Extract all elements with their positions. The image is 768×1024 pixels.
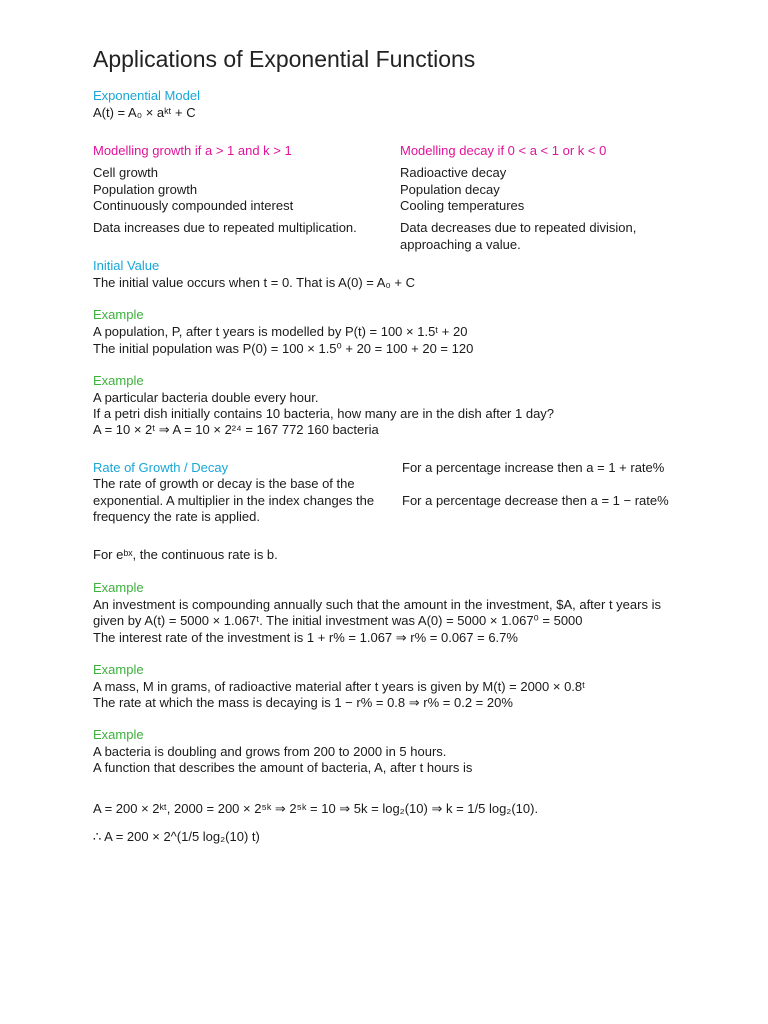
example5-result: ∴ A = 200 × 2^(1/5 log₂(10) t) xyxy=(93,829,260,844)
rate-text: frequency the rate is applied. xyxy=(93,509,260,524)
decay-heading: Modelling decay if 0 < a < 1 or k < 0 xyxy=(400,143,607,158)
example2-line: If a petri dish initially contains 10 bacteria, how many are in the dish after 1 day? xyxy=(93,406,555,421)
initial-value-text: The initial value occurs when t = 0. That is A(0) = A₀ + C xyxy=(93,275,416,290)
example-heading: Example xyxy=(93,307,144,322)
example1-line: The initial population was P(0) = 100 × 1.5⁰ + 20 = 100 + 20 = 120 xyxy=(93,341,474,356)
rate-text: exponential. A multiplier in the index changes the xyxy=(93,493,375,508)
initial-value-heading: Initial Value xyxy=(93,258,160,273)
growth-item: Cell growth xyxy=(93,165,159,180)
rate-increase: For a percentage increase then a = 1 + rate% xyxy=(402,460,665,475)
rate-text: The rate of growth or decay is the base of the xyxy=(93,476,355,491)
example1-line: A population, P, after t years is modelled by P(t) = 100 × 1.5ᵗ + 20 xyxy=(93,324,468,339)
example5-line: A bacteria is doubling and grows from 200 to 2000 in 5 hours. xyxy=(93,744,447,759)
example3-line: The interest rate of the investment is 1 + r% = 1.067 ⇒ r% = 0.067 = 6.7% xyxy=(93,630,518,645)
example-heading: Example xyxy=(93,373,144,388)
example2-line: A = 10 × 2ᵗ ⇒ A = 10 × 2²⁴ = 167 772 160 bacteria xyxy=(93,422,379,437)
example-heading: Example xyxy=(93,727,144,742)
rate-heading: Rate of Growth / Decay xyxy=(93,460,229,475)
decay-item: Population decay xyxy=(400,182,500,197)
example2-line: A particular bacteria double every hour. xyxy=(93,390,319,405)
example3-line: given by A(t) = 5000 × 1.067ᵗ. The initial investment was A(0) = 5000 × 1.067⁰ = 5000 xyxy=(93,613,583,628)
example-heading: Example xyxy=(93,580,144,595)
decay-item: Cooling temperatures xyxy=(400,198,525,213)
example5-line: A function that describes the amount of bacteria, A, after t hours is xyxy=(93,760,473,775)
growth-heading: Modelling growth if a > 1 and k > 1 xyxy=(93,143,292,158)
exp-model-formula: A(t) = A₀ × aᵏᵗ + C xyxy=(93,105,196,120)
example4-line: A mass, M in grams, of radioactive material after t years is given by M(t) = 2000 × 0.8ᵗ xyxy=(93,679,586,694)
decay-note: Data decreases due to repeated division, xyxy=(400,220,637,235)
rate-continuous: For eᵇˣ, the continuous rate is b. xyxy=(93,547,278,562)
page-title: Applications of Exponential Functions xyxy=(93,46,476,72)
example4-line: The rate at which the mass is decaying is 1 − r% = 0.8 ⇒ r% = 0.2 = 20% xyxy=(93,695,513,710)
example3-line: An investment is compounding annually such that the amount in the investment, $A, after t years is xyxy=(93,597,661,612)
growth-item: Continuously compounded interest xyxy=(93,198,294,213)
growth-note: Data increases due to repeated multiplication. xyxy=(93,220,357,235)
rate-decrease: For a percentage decrease then a = 1 − rate% xyxy=(402,493,669,508)
exp-model-heading: Exponential Model xyxy=(93,88,200,103)
decay-item: Radioactive decay xyxy=(400,165,507,180)
example-heading: Example xyxy=(93,662,144,677)
growth-item: Population growth xyxy=(93,182,198,197)
example5-working: A = 200 × 2ᵏᵗ, 2000 = 200 × 2⁵ᵏ ⇒ 2⁵ᵏ = 10 ⇒ 5k = log₂(10) ⇒ k = 1/5 log₂(10). xyxy=(93,801,539,816)
decay-note: approaching a value. xyxy=(400,237,521,252)
